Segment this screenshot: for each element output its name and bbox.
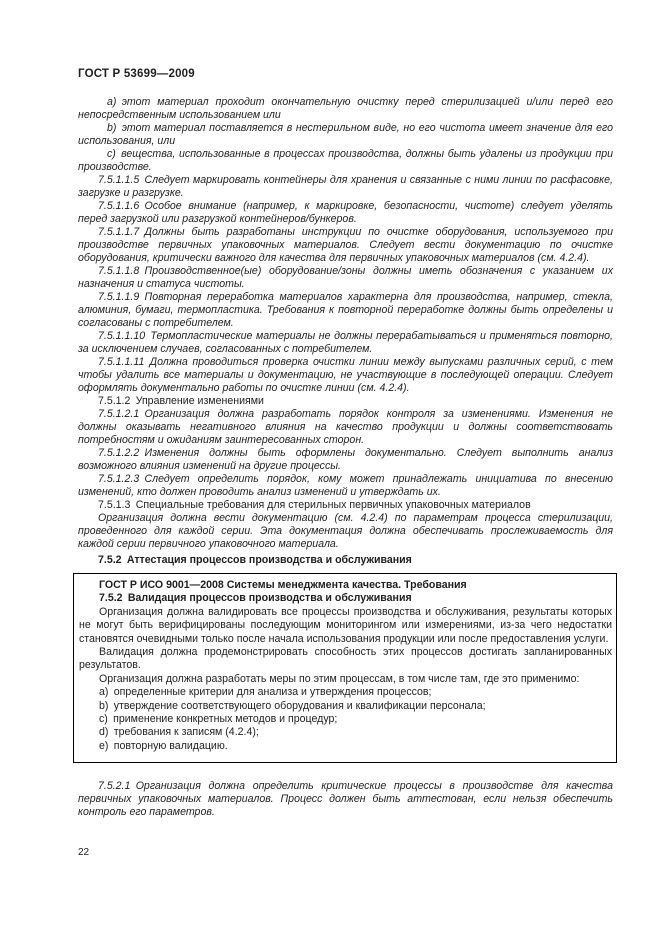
running-header: ГОСТ Р 53699—2009 — [78, 68, 195, 80]
paragraph: 7.5.1.1.10 Термопластические материалы не должны перерабатываться и применяться повторно, за исключением случаев, согласованных с потребителем. — [78, 330, 613, 355]
page-content — [78, 68, 613, 819]
page-number: 22 — [78, 847, 90, 858]
paragraph: 7.5.1.2.1 Организация должна разработать порядок контроля за изменениями. Изменения не должны оказывать негативного влияния на качество продукции и должны соответствовать потребностям и ожиданиям заинтересованных сторон. — [78, 408, 613, 446]
quote-box-line: d) требования к записям (4.2.4); — [99, 726, 259, 739]
quote-box-line: 7.5.2 Валидация процессов производства и обслуживания — [99, 592, 412, 605]
paragraph: 7.5.2 Аттестация процессов производства и обслуживания — [98, 554, 412, 566]
paragraph: 7.5.1.3 Специальные требования для стерильных первичных упаковочных материалов — [98, 499, 531, 511]
quote-box-line: a) определенные критерии для анализа и утверждения процессов; — [99, 686, 432, 699]
paragraph: 7.5.1.1.5 Следует маркировать контейнеры для хранения и связанные с ними линии по расфасовке, загрузке и разгрузке. — [78, 174, 613, 199]
iso-quote-box — [73, 573, 617, 763]
paragraph: a) этот материал проходит окончательную очистку перед стерилизацией и/или перед его непосредственным использованием или — [78, 96, 613, 121]
quote-box-line: ГОСТ Р ИСО 9001—2008 Системы менеджмента качества. Требования — [99, 579, 467, 591]
body-paragraphs — [78, 96, 613, 567]
paragraph: 7.5.1.1.6 Особое внимание (например, к маркировке, безопасности, чистоте) следует уделять перед загрузкой или разгрузкой контейнеров/бункеров. — [78, 200, 613, 225]
quote-box-line: b) утверждение соответствующего оборудования и квалификации персонала; — [99, 699, 486, 712]
paragraph: 7.5.1.2 Управление изменениями — [98, 395, 264, 407]
paragraph: b) этот материал поставляется в нестерильном виде, но его чистота имеет значение для его использования, или — [78, 122, 613, 147]
after-box-paragraphs — [78, 780, 613, 819]
paragraph: 7.5.1.2.2 Изменения должны быть оформлены документально. Следует выполнить анализ возможного влияния изменений на другие процессы. — [78, 447, 613, 472]
quote-box-line: Валидация должна продемонстрировать способность этих процессов достигать запланированных результатов. — [79, 646, 612, 672]
paragraph: 7.5.1.1.11 Должна проводиться проверка очистки линии между выпусками различных серий, с тем чтобы удалить все материалы и документацию, не участвующие в последующей операции. Следует оформлять документально работы по очистке линии (см. 4.2.4). — [78, 356, 613, 394]
paragraph: 7.5.1.1.8 Производственное(ые) оборудование/зоны должны иметь обозначения с указанием их назначения и статуса чистоты. — [78, 265, 613, 290]
quote-box-line: c) применение конкретных методов и процедур; — [99, 713, 338, 726]
paragraph: Организация должна вести документацию (см. 4.2.4) по параметрам процесса стерилизации, проведенного для каждой серии. Эта документация должна обеспечивать прослеживаемость для каждой серии первичного упаковочного материала. — [78, 512, 613, 550]
quote-box-line: Организация должна валидировать все процессы производства и обслуживания, результаты которых не могут быть верифицированы последующим мониторингом или измерениями, из-за чего недостатки становятся очевидными только после начала использования продукции или после предоставления услуги. — [79, 605, 612, 645]
paragraph: 7.5.1.1.7 Должны быть разработаны инструкции по очистке оборудования, используемого при производстве первичных упаковочных материалов. Следует вести документацию по очистке оборудования, критически важного для качества для первичных упаковочных материалов (см. 4.2.4). — [78, 226, 613, 264]
paragraph: c) вещества, использованные в процессах производства, должны быть удалены из продукции при производстве. — [78, 148, 613, 173]
paragraph: 7.5.2.1 Организация должна определить критические процессы в производстве для качества первичных упаковочных материалов. Процесс должен быть аттестован, если нельзя обеспечить контроль его параметров. — [78, 780, 613, 819]
paragraph: 7.5.1.1.9 Повторная переработка материалов характерна для производства, например, стекла, алюминия, бумаги, термопластика. Требования к повторной переработке должны быть определены и согласованы с потребителем. — [78, 291, 613, 329]
paragraph: 7.5.1.2.3 Следует определить порядок, кому может принадлежать инициатива по внесению изменений, кто должен проводить анализ изменений и утверждать их. — [78, 473, 613, 498]
quote-box-line: e) повторную валидацию. — [99, 739, 228, 752]
quote-box-line: Организация должна разработать меры по этим процессам, в том числе там, где это применимо: — [99, 672, 580, 685]
